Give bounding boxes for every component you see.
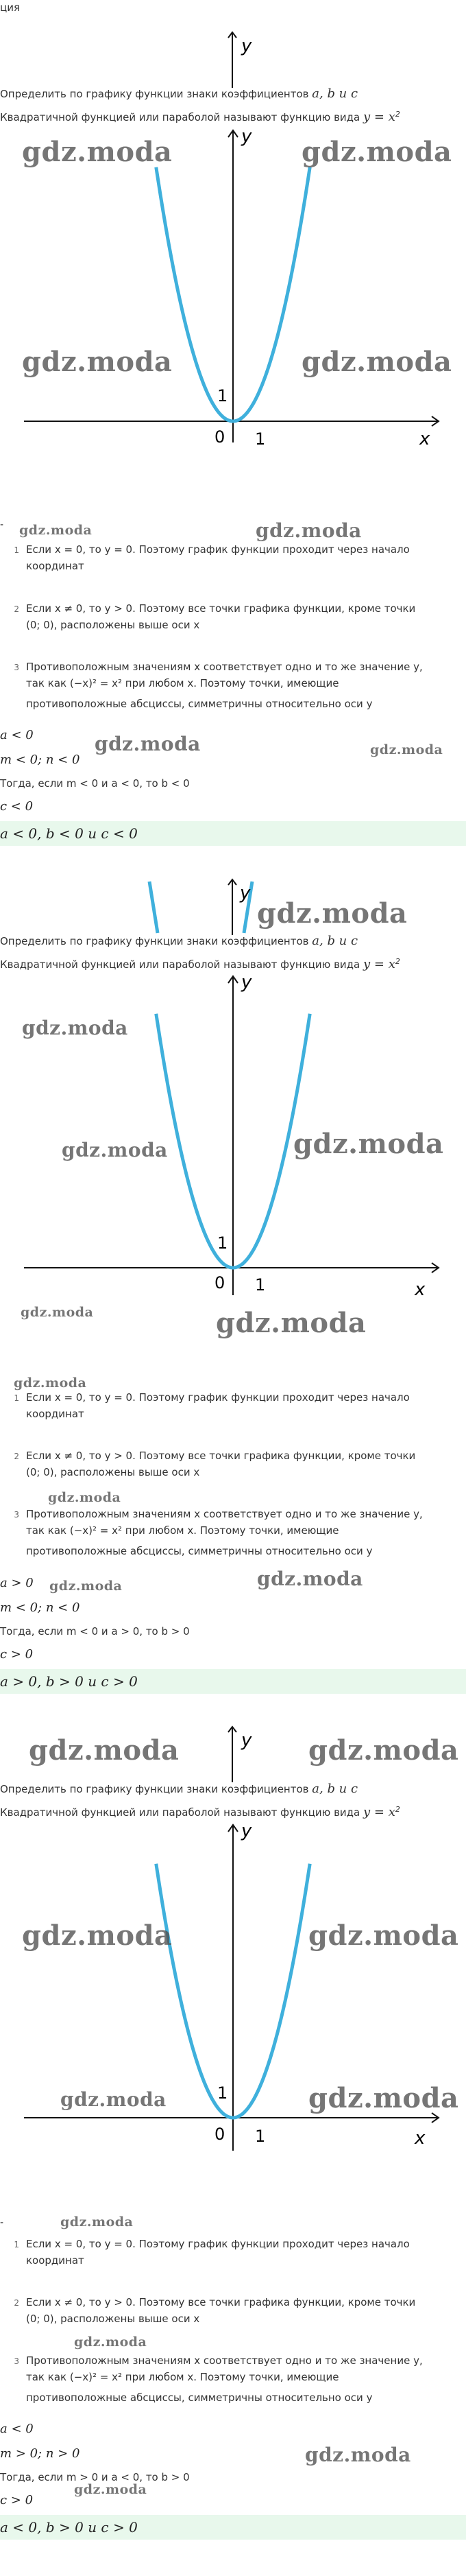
watermark: gdz.moda — [22, 136, 173, 168]
result-2: a > 0, b > 0 и c > 0 — [0, 1669, 466, 1694]
graph-x-label-2: x — [415, 1279, 426, 1300]
watermark: gdz.moda — [60, 2088, 167, 2111]
graph-origin-label-2: 0 — [214, 1273, 225, 1292]
graph-x-label-1: x — [419, 429, 430, 449]
c-line-2: c > 0 — [0, 1647, 34, 1662]
watermark: gdz.moda — [370, 742, 443, 757]
page-header-fragment: ция — [0, 1, 20, 14]
watermark: gdz.moda — [29, 1734, 180, 1766]
watermark: gdz.moda — [256, 519, 362, 542]
watermark: gdz.moda — [62, 1139, 168, 1161]
watermark: gdz.moda — [19, 523, 93, 538]
definition-line-3: Квадратичной функцией или параболой называют функцию вида $y = x^2$ — [0, 1805, 400, 1819]
graph-y-label-2: y — [241, 973, 252, 993]
step-2-3: 3 Противоположным значениям x соответствует одно и то же значение y, так как (−x)² = x² при любом x. Поэтому точки, имеющие противоположные абсциссы, симметричны относительно оси y — [14, 1508, 423, 1557]
watermark: gdz.moda — [293, 1128, 444, 1160]
step-1-1: 1 Если x = 0, то y = 0. Поэтому график функции проходит через начало координат — [14, 543, 410, 572]
graph-y-label-1: y — [241, 127, 252, 147]
condition-a-2: a > 0 — [0, 1576, 34, 1590]
watermark: gdz.moda — [14, 1375, 87, 1391]
watermark: gdz.moda — [48, 1490, 121, 1505]
top-y-axis-3 — [206, 1725, 288, 1784]
watermark: gdz.moda — [308, 1734, 459, 1766]
condition-a-1: a < 0 — [0, 728, 34, 742]
top-y-label-1: y — [241, 36, 252, 56]
c-line-1: c < 0 — [0, 799, 34, 814]
condition-a-3: a < 0 — [0, 2422, 34, 2436]
graph-origin-label-1: 0 — [214, 427, 225, 447]
graph-one-y-label-2: 1 — [217, 1233, 228, 1253]
definition-line-2: Квадратичной функцией или параболой называют функцию вида $y = x^2$ — [0, 957, 400, 971]
step-3-3: 3 Противоположным значениям x соответствует одно и то же значение y, так как (−x)² = x² при любом x. Поэтому точки, имеющие противоположные абсциссы, симметричны относительно оси y — [14, 2354, 423, 2404]
watermark: gdz.moda — [302, 136, 452, 168]
watermark: gdz.moda — [216, 1307, 367, 1339]
watermark: gdz.moda — [257, 897, 408, 930]
watermark: gdz.moda — [22, 346, 173, 378]
step-3-2: 2 Если x ≠ 0, то y > 0. Поэтому все точки графика функции, кроме точки (0; 0), расположены выше оси x — [14, 2296, 416, 2325]
step-1-2: 2 Если x ≠ 0, то y > 0. Поэтому все точки графика функции, кроме точки (0; 0), расположены выше оси x — [14, 602, 416, 631]
top-y-axis-1 — [206, 31, 288, 89]
result-1: a < 0, b < 0 и c < 0 — [0, 821, 466, 846]
watermark: gdz.moda — [74, 2482, 147, 2497]
watermark: gdz.moda — [49, 1579, 123, 1594]
graph-one-y-label-1: 1 — [217, 386, 228, 405]
condition-mn-1: m < 0; n < 0 — [0, 753, 80, 767]
top-y-label-2: y — [240, 883, 251, 903]
watermark: gdz.moda — [308, 1919, 459, 1952]
then-line-2: Тогда, если m < 0 и a > 0, то b > 0 — [0, 1625, 190, 1638]
step-2-1: 1 Если x = 0, то y = 0. Поэтому график функции проходит через начало координат — [14, 1391, 410, 1420]
c-line-3: c > 0 — [0, 2493, 34, 2507]
task-line-3: Определить по графику функции знаки коэффициентов a, b и c — [0, 1782, 358, 1796]
graph-y-label-3: y — [241, 1821, 252, 1841]
step-3-1: 1 Если x = 0, то y = 0. Поэтому график функции проходит через начало координат — [14, 2238, 410, 2267]
graph-x-label-3: x — [415, 2128, 426, 2149]
watermark: gdz.moda — [74, 2335, 147, 2350]
condition-mn-2: m < 0; n < 0 — [0, 1600, 80, 1615]
condition-mn-3: m > 0; n > 0 — [0, 2446, 80, 2461]
then-line-1: Тогда, если m < 0 и a < 0, то b < 0 — [0, 777, 190, 790]
watermark: gdz.moda — [21, 1305, 94, 1320]
graph-one-y-label-3: 1 — [217, 2083, 228, 2103]
step-2-2: 2 Если x ≠ 0, то y > 0. Поэтому все точки графика функции, кроме точки (0; 0), расположены выше оси x — [14, 1450, 416, 1478]
watermark: gdz.moda — [60, 2214, 134, 2230]
top-y-label-3: y — [241, 1730, 252, 1751]
step-1-3: 3 Противоположным значениям x соответствует одно и то же значение y, так как (−x)² = x² при любом x. Поэтому точки, имеющие противоположные абсциссы, симметричны относительно оси y — [14, 661, 423, 710]
top-y-axis-2 — [137, 878, 274, 936]
parabola-graph-1 — [0, 127, 466, 449]
graph-one-x-label-1: 1 — [255, 429, 266, 449]
task-line-2: Определить по графику функции знаки коэффициентов a, b и c — [0, 934, 358, 948]
graph-origin-label-3: 0 — [214, 2125, 225, 2144]
graph-one-x-label-2: 1 — [255, 1275, 266, 1295]
watermark: gdz.moda — [308, 2082, 459, 2114]
watermark: gdz.moda — [302, 346, 452, 378]
watermark: gdz.moda — [305, 2444, 411, 2466]
watermark: gdz.moda — [257, 1568, 363, 1590]
then-line-3: Тогда, если m > 0 и a < 0, то b > 0 — [0, 2471, 190, 2483]
graph-one-x-label-3: 1 — [255, 2127, 266, 2146]
result-3: a < 0, b > 0 и c > 0 — [0, 2515, 466, 2540]
watermark: gdz.moda — [22, 1017, 128, 1039]
definition-line-1: Квадратичной функцией или параболой называют функцию вида $y = x^2$ — [0, 110, 400, 124]
watermark: gdz.moda — [22, 1919, 173, 1952]
task-line-1: Определить по графику функции знаки коэффициентов a, b и c — [0, 86, 358, 101]
watermark: gdz.moda — [95, 733, 201, 755]
